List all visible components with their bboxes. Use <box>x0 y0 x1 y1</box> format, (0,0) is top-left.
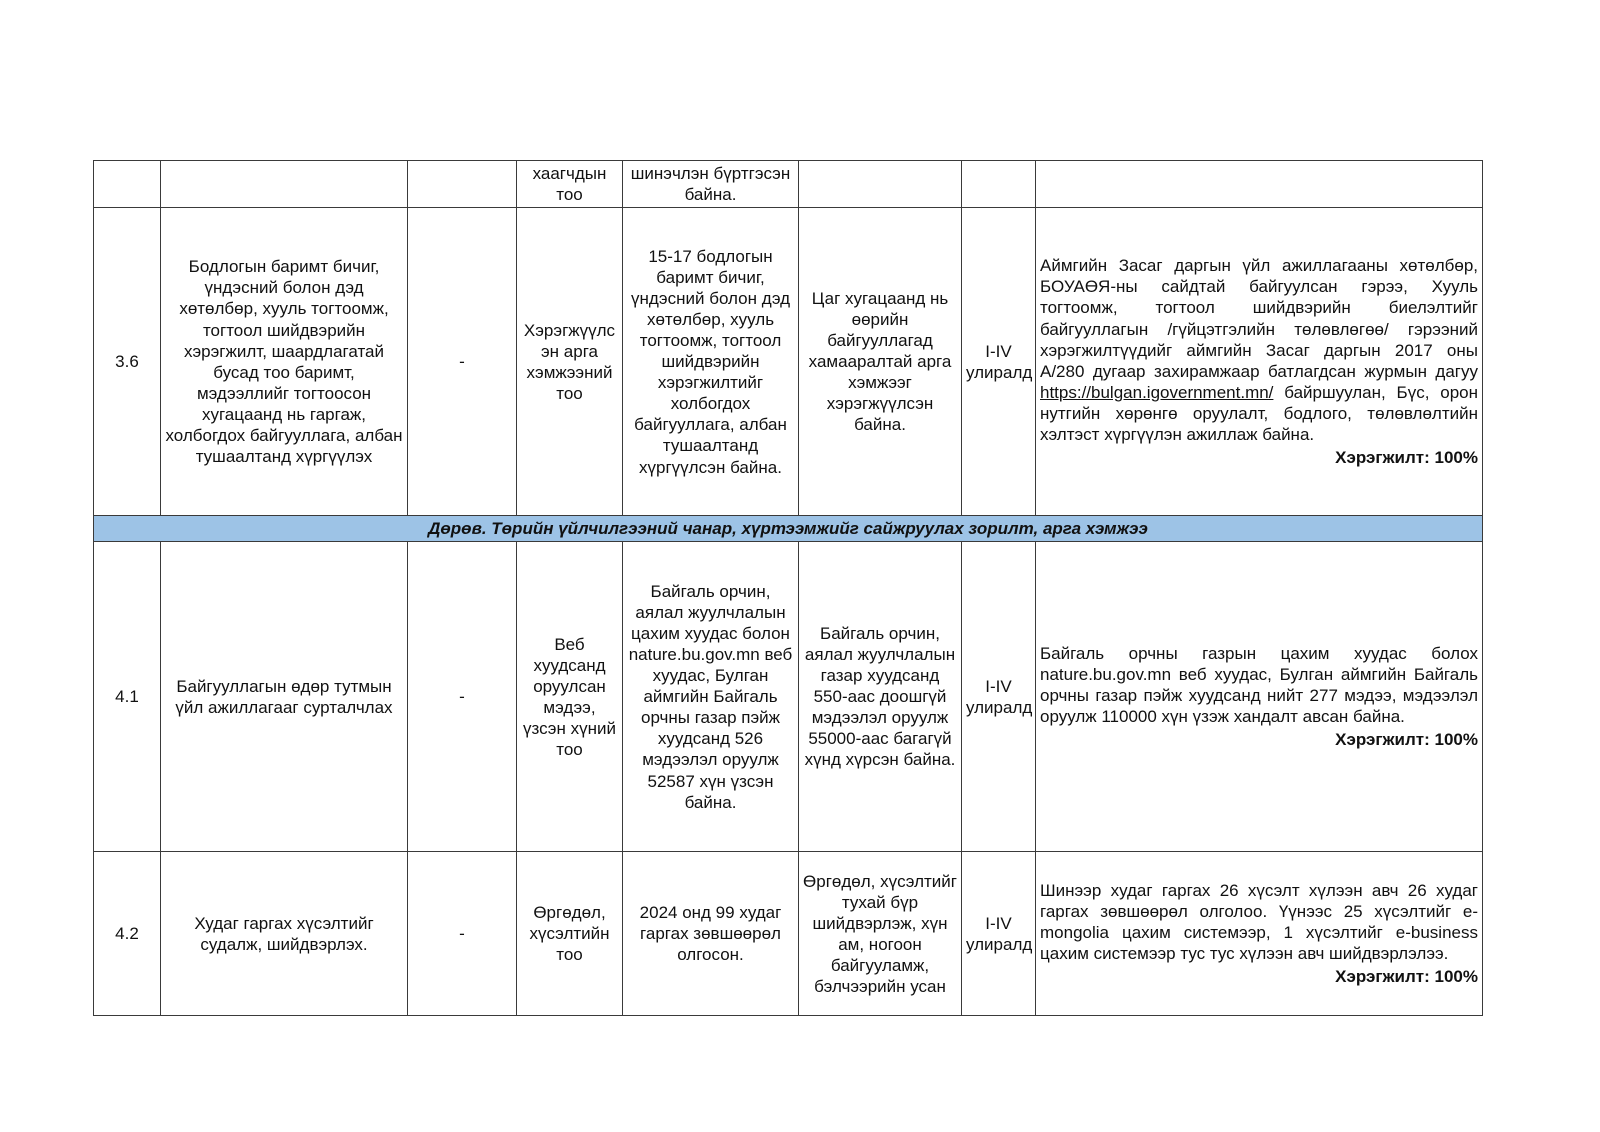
row-3-6-criteria: Цаг хугацаанд нь өөрийн байгууллагад хамааралтай арга хэмжээг хэрэгжүүлсэн байна. <box>799 208 962 516</box>
row-3-6-result <box>1036 208 1483 516</box>
row-4-1-result <box>1036 542 1483 852</box>
row-3-6-period: I-IV улиралд <box>962 208 1036 516</box>
section-header-title: Дөрөв. Төрийн үйлчилгээний чанар, хүртээмжийг сайжруулах зорилт, арга хэмжээ <box>94 516 1483 542</box>
row-4-2-target: 2024 онд 99 худаг гаргах зөвшөөрөл олгосон. <box>623 852 799 1016</box>
row-4-1-criteria: Байгаль орчин, аялал жуулчлалын газар хуудсанд 550-аас доошгүй мэдээлэл оруулж 55000-аас багагүй хүнд хүрсэн байна. <box>799 542 962 852</box>
row-4-2-period: I-IV улиралд <box>962 852 1036 1016</box>
row-4-1-completion-label: Хэрэгжилт: 100% <box>1335 730 1478 750</box>
table-row-continuation <box>94 161 1483 208</box>
report-table <box>93 160 1483 1016</box>
row-4-1-result-paragraph: Байгаль орчны газрын цахим хуудас болох nature.bu.gov.mn веб хуудас, Булган аймгийн Байгаль орчны газар пэйж хуудсанд нийт 277 мэдээ, мэдээлэл оруулж 110000 хүн үзэж хандалт авсан байна. <box>1040 644 1478 727</box>
row-3-6-result-paragraph <box>1040 255 1478 445</box>
row-4-1-target: Байгаль орчин, аялал жуулчлалын цахим хуудас болон nature.bu.gov.mn веб хуудас, Булган аймгийн Байгаль орчны газар пэйж хуудсанд 526 мэдээлэл оруулж 52587 хүн үзсэн байна. <box>623 542 799 852</box>
row-4-2-task: Худаг гаргах хүсэлтийг судалж, шийдвэрлэх. <box>161 852 408 1016</box>
row-4-2-criteria: Өргөдөл, хүсэлтийг тухай бүр шийдвэрлэж, хүн ам, ногоон байгууламж, бэлчээрийн усан <box>799 852 962 1016</box>
cont-criteria-cell <box>799 161 962 208</box>
row-3-6-number: 3.6 <box>94 208 161 516</box>
row-4-2-result <box>1036 852 1483 1016</box>
row-4-2-dash: - <box>408 852 517 1016</box>
row-3-6-completion-label: Хэрэгжилт: 100% <box>1335 447 1478 467</box>
row-4-1-dash: - <box>408 542 517 852</box>
cont-result-cell <box>1036 161 1483 208</box>
cont-task-cell <box>161 161 408 208</box>
cont-target-cell: шинэчлэн бүртгэсэн байна. <box>623 161 799 208</box>
row-3-6-indicator: Хэрэгжүүлсэн арга хэмжээний тоо <box>517 208 623 516</box>
section-header-row <box>94 516 1483 542</box>
row-4-1-number: 4.1 <box>94 542 161 852</box>
row-4-1-indicator: Веб хуудсанд оруулсан мэдээ, үзсэн хүний тоо <box>517 542 623 852</box>
table-row-3-6 <box>94 208 1483 516</box>
row-4-2-number: 4.2 <box>94 852 161 1016</box>
row-4-1-period: I-IV улиралд <box>962 542 1036 852</box>
table-row-4-1 <box>94 542 1483 852</box>
row-3-6-result-text-post: байршуулан, Бүс, орон нутгийн хөрөнгө оруулалт, бодлого, төлөвлөлтийн хэлтэст хүргүүлэн ажиллаж байна. <box>1040 382 1478 444</box>
row-4-1-task: Байгууллагын өдөр тутмын үйл ажиллагааг сурталчлах <box>161 542 408 852</box>
cont-dash-cell <box>408 161 517 208</box>
row-4-2-result-paragraph: Шинээр худаг гаргах 26 хүсэлт хүлээн авч 26 худаг гаргах зөвшөөрөл олголоо. Үүнээс 25 хүсэлтийг e-mongolia цахим системээр, 1 хүсэлтийг e-business цахим системээр тус тус хүлээн авч шийдвэрлэлээ. <box>1040 881 1478 964</box>
row-3-6-result-text-pre: Аймгийн Засаг даргын үйл ажиллагааны хөтөлбөр, БОУАӨЯ-ны сайдтай байгуулсан гэрээ, Хууль тогтоомж, тогтоол шийдвэрийн биелэлтийг байгууллагын /гүйцэтгэлийн төлөвлөгөө/ гэрээний хэрэгжилтүүдийг аймгийн Засаг даргын 2017 оны А/280 дугаар захирамжаар батлагдсан журмын дагуу <box>1040 256 1478 381</box>
cont-num-cell <box>94 161 161 208</box>
cont-period-cell <box>962 161 1036 208</box>
row-3-6-task: Бодлогын баримт бичиг, үндэсний болон дэд хөтөлбөр, хууль тогтоомж, тогтоол шийдвэрийн хэрэгжилт, шаардлагатай бусад тоо баримт, мэдээллийг тогтоосон хугацаанд нь гаргаж, холбогдох байгууллага, албан тушаалтанд хүргүүлэх <box>161 208 408 516</box>
row-4-2-indicator: Өргөдөл, хүсэлтийн тоо <box>517 852 623 1016</box>
row-3-6-target: 15-17 бодлогын баримт бичиг, үндэсний болон дэд хөтөлбөр, хууль тогтоомж, тогтоол шийдвэрийн хэрэгжилтийг холбогдох байгууллага, албан тушаалтанд хүргүүлсэн байна. <box>623 208 799 516</box>
igovernment-link[interactable]: https://bulgan.igovernment.mn/ <box>1040 382 1274 402</box>
row-3-6-dash: - <box>408 208 517 516</box>
row-4-2-completion-label: Хэрэгжилт: 100% <box>1335 967 1478 987</box>
cont-indicator-cell: хаагчдын тоо <box>517 161 623 208</box>
table-row-4-2 <box>94 852 1483 1016</box>
